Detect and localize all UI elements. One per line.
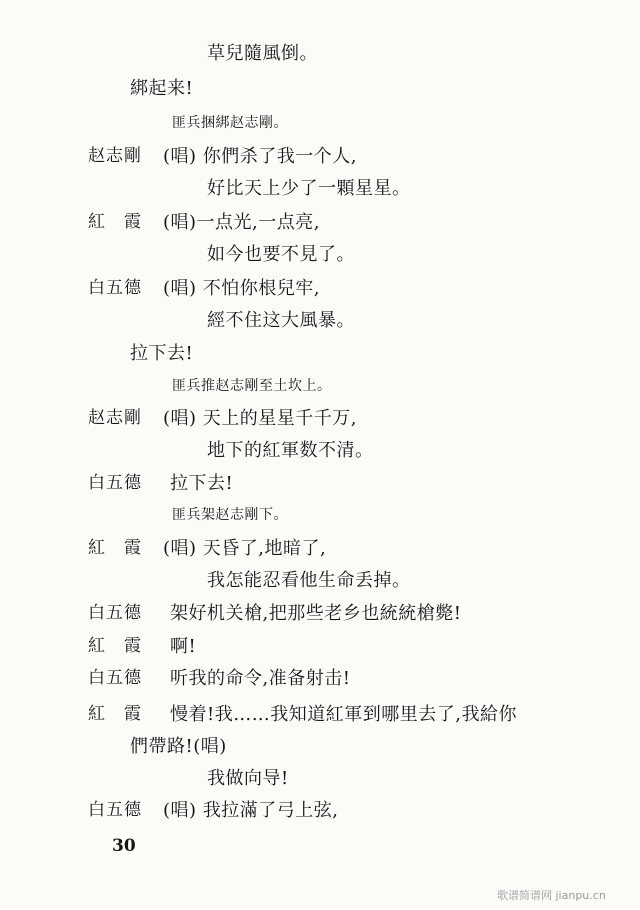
speaker-label: 紅 霞	[88, 704, 142, 724]
speaker-label: 白五德	[88, 668, 142, 688]
speaker-label: 白五德	[88, 603, 142, 623]
dialogue-line: (唱)一点光,一点亮,	[163, 212, 320, 233]
dialogue-line: (唱) 天昏了,地暗了,	[163, 538, 327, 559]
dialogue-line: (唱) 天上的星星千千万,	[163, 408, 357, 429]
dialogue-line: 拉下去!	[170, 473, 234, 494]
speaker-label: 赵志剛	[88, 146, 142, 166]
dialogue-line: 啊!	[170, 636, 197, 657]
lyric-line: 好比天上少了一顆星星。	[207, 178, 411, 199]
speaker-label: 白五德	[88, 800, 142, 820]
dialogue-line: (唱) 你們杀了我一个人,	[163, 146, 357, 167]
dialogue-line: (唱) 不怕你根兒牢,	[163, 278, 320, 299]
speaker-label: 白五德	[88, 473, 142, 493]
speaker-label: 紅 霞	[88, 636, 142, 656]
speaker-label: 白五德	[88, 278, 142, 298]
watermark: 歌谱简谱网 jianpu.cn	[497, 889, 606, 902]
stage-line: 綁起来!	[130, 78, 194, 99]
stage-direction: 匪兵捆綁赵志剛。	[172, 115, 288, 131]
stage-line: 拉下去!	[130, 343, 194, 364]
dialogue-line: 慢着!我……我知道紅軍到哪里去了,我給你	[170, 704, 517, 725]
speaker-label: 赵志剛	[88, 408, 142, 428]
speaker-label: 紅 霞	[88, 212, 142, 232]
dialogue-line: 架好机关槍,把那些老乡也統統槍斃!	[170, 603, 462, 624]
stage-direction: 匪兵推赵志剛至土坎上。	[172, 378, 332, 394]
lyric-line: 如今也要不見了。	[207, 244, 355, 265]
lyric-line: 地下的紅軍数不清。	[207, 440, 374, 461]
lyric-line: 經不住这大風暴。	[207, 310, 355, 331]
lyric-line: 我做向导!	[207, 768, 289, 789]
dialogue-line: 听我的命令,准备射击!	[170, 668, 351, 689]
stage-direction: 匪兵架赵志剛下。	[172, 507, 288, 523]
lyric-line: 我怎能忍看他生命丢掉。	[207, 570, 411, 591]
lyric-line: 草兒隨風倒。	[207, 43, 318, 64]
page-number: 30	[112, 836, 136, 856]
dialogue-line: (唱) 我拉滿了弓上弦,	[163, 800, 339, 821]
dialogue-line: 們帶路!(唱)	[130, 736, 227, 757]
speaker-label: 紅 霞	[88, 538, 142, 558]
